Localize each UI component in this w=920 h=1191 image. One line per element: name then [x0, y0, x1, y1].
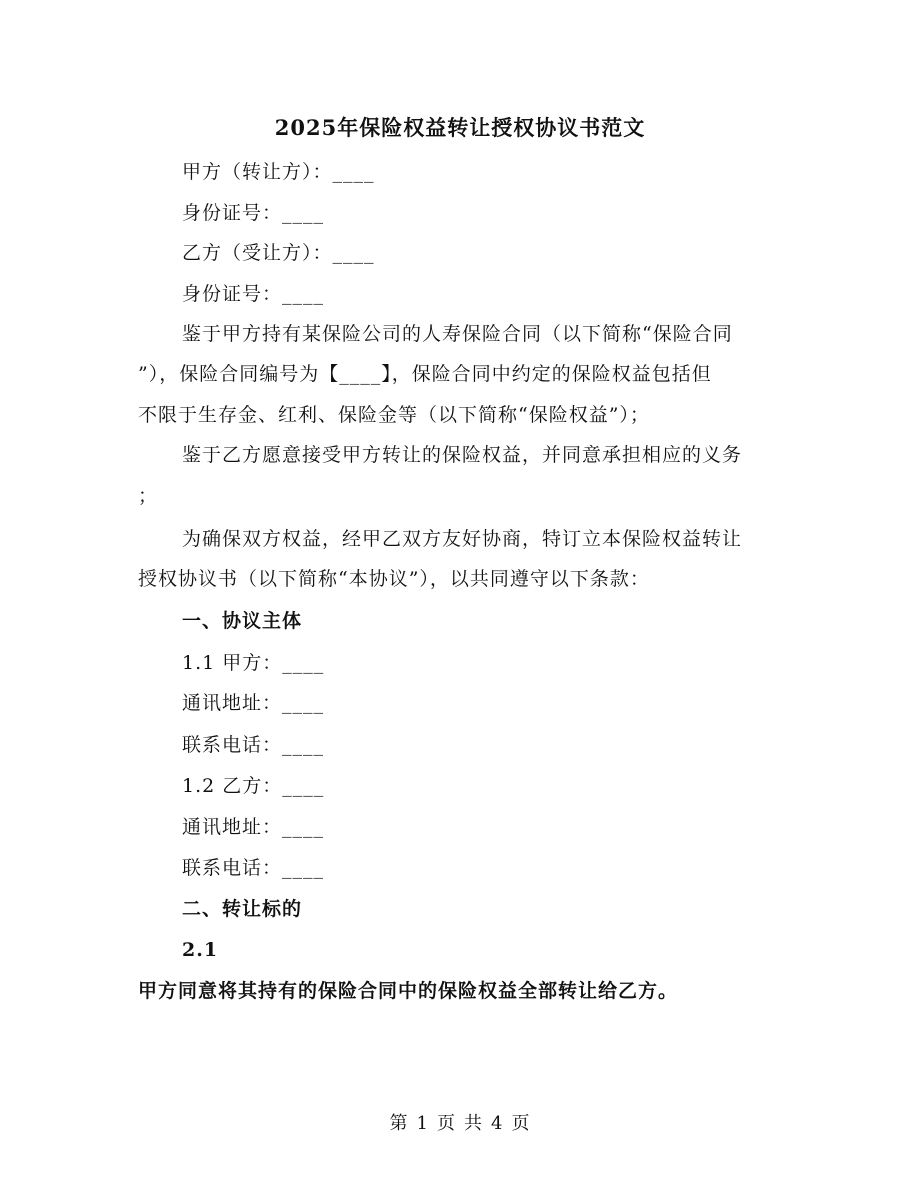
address-line: 通讯地址：____ — [182, 816, 325, 838]
document-title: 2025年保险权益转让授权协议书范文 — [274, 115, 646, 140]
footer-total-label: 共 — [464, 1113, 483, 1134]
clause-1-1: 1.1 甲方：____ — [182, 652, 325, 674]
footer-total-pages: 4 — [491, 1113, 504, 1134]
party-a-line: 甲方（转让方）：____ — [182, 161, 375, 183]
footer-page-unit: 页 — [437, 1113, 456, 1134]
paragraph-line: 为确保双方权益，经甲乙双方友好协商，特订立本保险权益转让 — [182, 528, 743, 550]
paragraph-line: 鉴于乙方愿意接受甲方转让的保险权益，并同意承担相应的义务 — [182, 444, 743, 466]
section-heading-2: 二、转让标的 — [182, 898, 303, 920]
page-footer — [0, 1112, 920, 1136]
phone-line: 联系电话：____ — [182, 857, 325, 879]
address-line: 通讯地址：____ — [182, 692, 325, 714]
paragraph-line: ； — [138, 485, 159, 507]
footer-page-label: 第 — [389, 1113, 409, 1134]
footer-total-unit: 页 — [511, 1113, 531, 1134]
clause-2-1-number: 2.1 — [182, 939, 219, 961]
paragraph-line: 不限于生存金、红利、保险金等（以下简称“保险权益”）； — [138, 404, 650, 426]
clause-1-2: 1.2 乙方：____ — [182, 775, 325, 797]
party-b-id-line: 身份证号：____ — [182, 283, 325, 305]
phone-line: 联系电话：____ — [182, 734, 325, 756]
paragraph-line: ”），保险合同编号为【____】，保险合同中约定的保险权益包括但 — [138, 363, 712, 385]
footer-current-page: 1 — [416, 1113, 429, 1134]
paragraph-line: 授权协议书（以下简称“本协议”），以共同遵守以下条款： — [138, 568, 650, 590]
clause-2-1-text: 甲方同意将其持有的保险合同中的保险权益全部转让给乙方。 — [138, 980, 679, 1002]
section-heading-1: 一、协议主体 — [182, 610, 303, 632]
party-b-line: 乙方（受让方）：____ — [182, 242, 375, 264]
paragraph-line: 鉴于甲方持有某保险公司的人寿保险合同（以下简称“保险合同 — [182, 323, 733, 345]
party-a-id-line: 身份证号：____ — [182, 202, 325, 224]
